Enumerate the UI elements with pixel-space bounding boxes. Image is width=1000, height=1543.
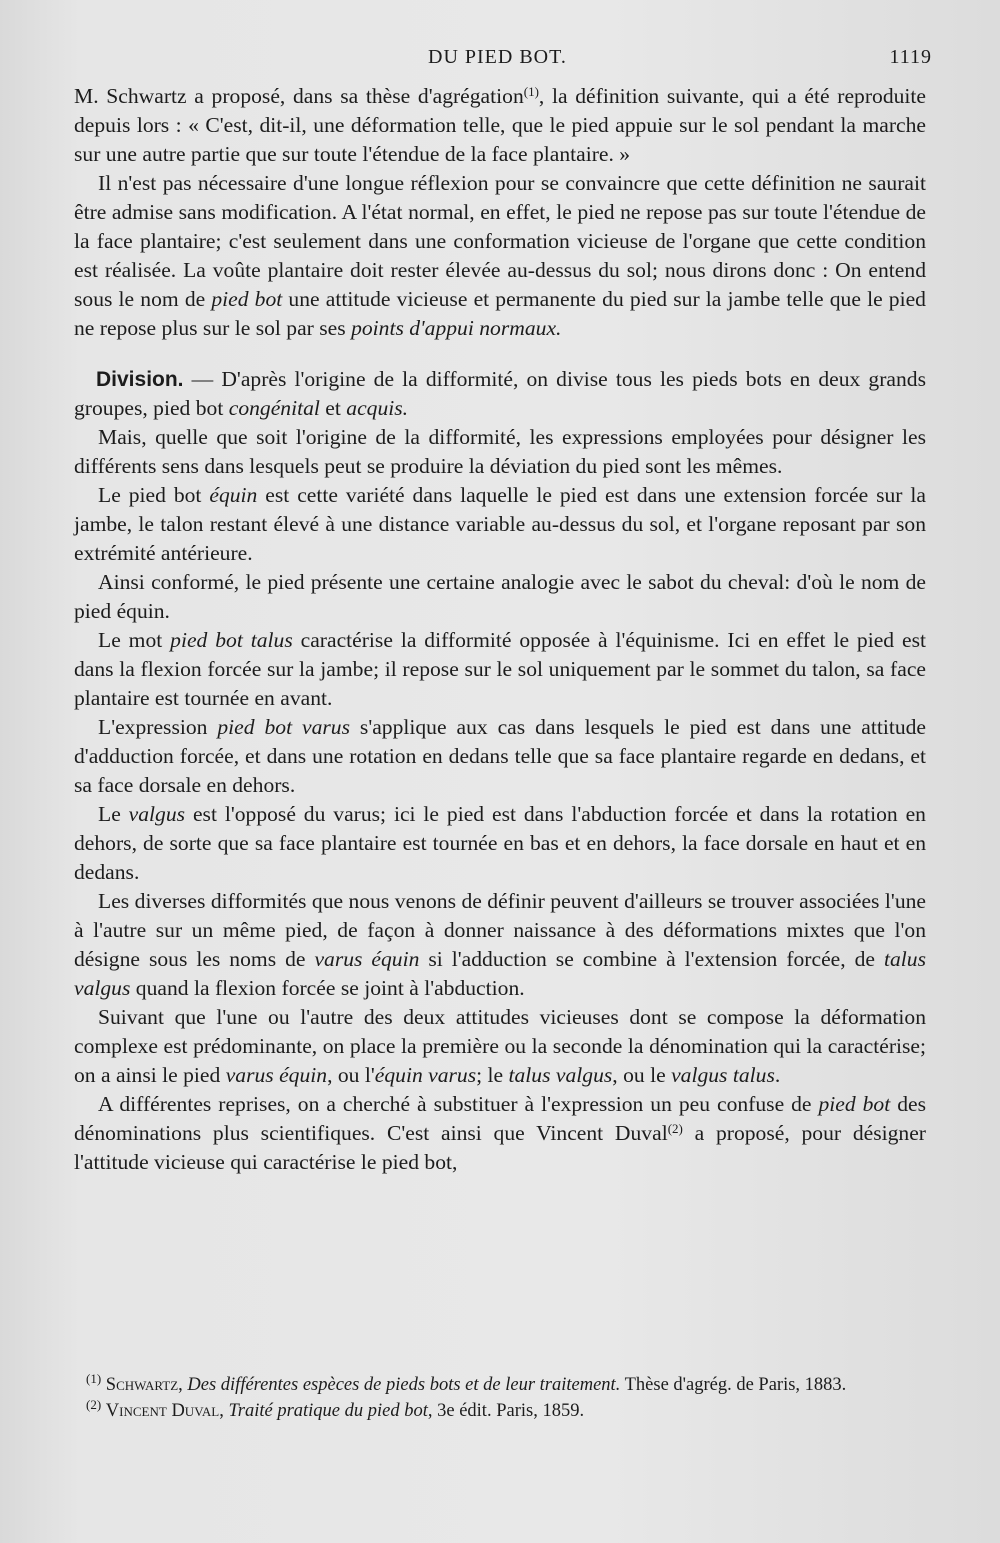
text-run: — D'après l'origine de la difformité, on divise tous les pieds bots en deux grands groupes, pied bot <box>74 367 926 420</box>
text-run: est l'opposé du varus; ici le pied est dans l'abduction forcée et dans la rotation en dehors, de sorte que sa face plantaire est tournée en bas et en dehors, la face dorsale en haut et en dedans. <box>74 802 926 884</box>
footnotes <box>74 1371 926 1426</box>
text-run: Le <box>98 802 129 826</box>
italic-term: varus équin <box>314 947 420 971</box>
italic-term: pied bot <box>818 1092 891 1116</box>
paragraph <box>74 169 926 343</box>
paragraph <box>74 568 926 626</box>
paragraph <box>74 713 926 800</box>
footnote: $^{(2)}$ Vincent Duval, Traité pratique du pied bot, 3e édit. Paris, 1859. <box>86 1397 585 1421</box>
text-run: s'applique aux cas dans lesquels le pied est dans une attitude d'adduction forcée, et dans une rotation en dedans telle que sa face plantaire regarde en dedans, et sa face dorsale en dehors. <box>74 715 926 797</box>
paragraph <box>74 1090 926 1177</box>
paragraph <box>74 365 926 423</box>
paragraph <box>74 82 926 169</box>
italic-term: pied bot talus <box>170 628 293 652</box>
footnote-rest: Thèse d'agrég. de Paris, 1883. <box>620 1375 847 1395</box>
italic-term: valgus <box>128 802 186 826</box>
text-run: Mais, quelle que soit l'origine de la difformité, les expressions employées pour désigner les différents sens dans lesquels peut se produire la déviation du pied sont les mêmes. <box>74 425 926 478</box>
text-run: a proposé, pour désigner l'attitude vicieuse qui caractérise le pied bot, <box>74 1121 927 1174</box>
running-head: DU PIED BOT. <box>428 46 567 68</box>
section-heading: Division. <box>96 368 184 391</box>
footnote-title: Des différentes espèces de pieds bots et de leur traitement. <box>187 1375 621 1395</box>
footnote-mark: (2) <box>86 1397 102 1412</box>
text-run: Il n'est pas nécessaire d'une longue réflexion pour se convaincre que cette définition ne saurait être admise sans modification. A l'état normal, en effet, le pied ne repose pas sur toute l'étendue de la face plantaire; c'est seulement dans une conformation vicieuse de l'organe que cette condition est réalisée. La voûte plantaire doit rester élevée au-dessus du sol; nous dirons donc : On entend sous le nom de <box>74 171 926 311</box>
text-run: et <box>319 396 347 420</box>
text-run: , ou l' <box>327 1063 375 1087</box>
text-run: L'expression <box>98 715 218 739</box>
text-run: est cette variété dans laquelle le pied est dans une extension forcée sur la jambe, le talon restant élevé à une distance variable au-dessus du sol, et l'organe reposant par son extrémité antérieure. <box>74 483 926 565</box>
footnote-author: Vincent Duval <box>105 1401 220 1421</box>
footnote-title: Traité pratique du pied bot <box>228 1401 428 1421</box>
italic-term: congénital <box>228 396 320 420</box>
text-run: A différentes reprises, on a cherché à substituer à l'expression un peu confuse de <box>98 1092 819 1116</box>
italic-term: équin <box>209 483 258 507</box>
footnote-ref: (2) <box>667 1121 683 1136</box>
text-run: Le pied bot <box>98 483 210 507</box>
italic-term: équin varus <box>374 1063 477 1087</box>
text-run: si l'adduction se combine à l'extension forcée, de <box>419 947 884 971</box>
text-run: des dénominations plus scientifiques. C'est ainsi que Vincent Duval <box>74 1092 926 1145</box>
italic-term: talus valgus <box>508 1063 613 1087</box>
text-run: Le mot <box>98 628 171 652</box>
text-run: , ou le <box>612 1063 672 1087</box>
text-run: Suivant que l'une ou l'autre des deux attitudes vicieuses dont se compose la déformation complexe est prédominante, on place la première ou la seconde la dénomination qui la caractérise; on a ainsi le pied <box>74 1005 926 1087</box>
text-run: . <box>774 1063 781 1087</box>
text-run: une attitude vicieuse et permanente du pied sur la jambe telle que le pied ne repose plus sur le sol par ses <box>74 287 926 340</box>
paragraph <box>74 481 926 568</box>
page-header <box>70 44 932 78</box>
text-run: M. Schwartz a proposé, dans sa thèse d'agrégation <box>74 84 524 108</box>
text-run: caractérise la difformité opposée à l'équinisme. Ici en effet le pied est dans la flexion forcée sur la jambe; il repose sur le sol uniquement par le sommet du talon, sa face plantaire est tournée en avant. <box>74 628 926 710</box>
footnote-rest: , 3e édit. Paris, 1859. <box>427 1401 585 1421</box>
italic-term: points d'appui normaux. <box>351 316 562 340</box>
paragraph <box>74 800 926 887</box>
italic-term: varus équin <box>225 1063 328 1087</box>
paragraph <box>74 887 926 1003</box>
page-number: 1119 <box>889 46 932 68</box>
footnote-mark: (1) <box>86 1371 102 1386</box>
footnote-ref: (1) <box>523 84 539 99</box>
body-text <box>74 82 926 1177</box>
paragraph <box>74 626 926 713</box>
paragraph <box>74 423 926 481</box>
text-run: quand la flexion forcée se joint à l'abduction. <box>130 976 525 1000</box>
text-run: , la définition suivante, qui a été reproduite depuis lors : « C'est, dit-il, une déformation telle, que le pied appuie sur le sol pendant la marche sur une autre partie que sur toute l'étendue de la face plantaire. » <box>74 84 926 166</box>
italic-term: talus valgus <box>74 947 926 1000</box>
footnote-author: Schwartz <box>105 1375 179 1395</box>
italic-term: valgus talus <box>671 1063 775 1087</box>
italic-term: pied bot varus <box>217 715 350 739</box>
text-run: ; le <box>476 1063 509 1087</box>
footnote: $^{(1)}$ Schwartz, Des différentes espèces de pieds bots et de leur traitement. Thèse d'agrég. de Paris, 1883. <box>86 1371 847 1395</box>
italic-term: acquis. <box>346 396 409 420</box>
text-run: Ainsi conformé, le pied présente une certaine analogie avec le sabot du cheval: d'où le nom de pied équin. <box>74 570 926 623</box>
italic-term: pied bot <box>211 287 283 311</box>
paragraph <box>74 1003 926 1090</box>
text-run: Les diverses difformités que nous venons de définir peuvent d'ailleurs se trouver associées l'une à l'autre sur un même pied, de façon à donner naissance à des déformations mixtes que l'on désigne sous les noms de <box>74 889 926 971</box>
